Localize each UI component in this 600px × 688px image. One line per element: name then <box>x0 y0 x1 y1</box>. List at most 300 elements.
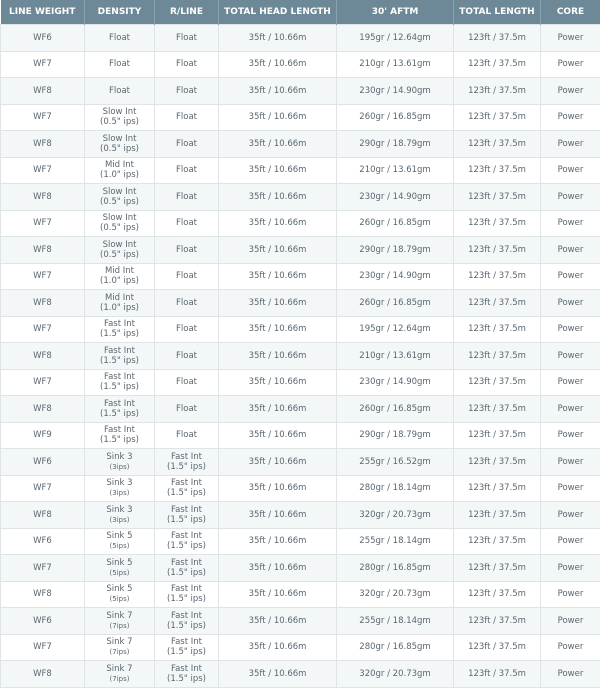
cell-total-length <box>454 51 541 78</box>
cell-line-weight <box>1 634 85 661</box>
cell-line-weight <box>1 396 85 423</box>
cell-r-line <box>155 661 219 688</box>
cell-line-weight-value: WF6 <box>1 536 84 546</box>
cell-aftm <box>337 634 454 661</box>
cell-line-weight <box>1 422 85 449</box>
cell-r-line-primary: Float <box>155 271 218 281</box>
cell-line-weight-value: WF8 <box>1 86 84 96</box>
cell-total-length <box>454 290 541 317</box>
cell-aftm <box>337 502 454 529</box>
cell-r-line-primary: Fast Int <box>155 505 218 515</box>
cell-aftm-value: 210gr / 13.61gm <box>337 59 453 69</box>
cell-core <box>541 608 600 635</box>
cell-core <box>541 263 600 290</box>
cell-total-head-length <box>219 131 337 158</box>
cell-r-line-rate: (1.5" ips) <box>155 515 218 525</box>
cell-aftm <box>337 290 454 317</box>
header-line-weight: LINE WEIGHT <box>1 0 85 25</box>
cell-r-line-primary: Fast Int <box>155 478 218 488</box>
cell-aftm-value: 195gr / 12.64gm <box>337 33 453 43</box>
cell-total-length-value: 123ft / 37.5m <box>454 139 540 149</box>
cell-aftm <box>337 78 454 105</box>
cell-density <box>85 661 155 688</box>
cell-density-primary: Sink 7 <box>85 611 154 621</box>
cell-r-line-rate: (1.5" ips) <box>155 462 218 472</box>
cell-density-primary: Fast Int <box>85 399 154 409</box>
cell-r-line-primary: Float <box>155 33 218 43</box>
cell-total-length <box>454 157 541 184</box>
cell-aftm-value: 210gr / 13.61gm <box>337 351 453 361</box>
cell-r-line <box>155 210 219 237</box>
cell-total-length <box>454 396 541 423</box>
cell-core <box>541 78 600 105</box>
cell-density <box>85 131 155 158</box>
cell-core-value: Power <box>541 86 600 96</box>
cell-line-weight-value: WF8 <box>1 139 84 149</box>
cell-total-head-length <box>219 290 337 317</box>
cell-density-primary: Slow Int <box>85 213 154 223</box>
cell-core <box>541 528 600 555</box>
cell-r-line-primary: Float <box>155 86 218 96</box>
cell-aftm <box>337 396 454 423</box>
cell-density <box>85 104 155 131</box>
cell-line-weight-value: WF8 <box>1 351 84 361</box>
cell-core <box>541 502 600 529</box>
cell-r-line-primary: Float <box>155 192 218 202</box>
cell-total-length <box>454 263 541 290</box>
cell-density-rate: (0.5" ips) <box>85 223 154 233</box>
cell-total-head-length-value: 35ft / 10.66m <box>219 457 336 467</box>
cell-aftm-value: 290gr / 18.79gm <box>337 245 453 255</box>
cell-density <box>85 449 155 476</box>
cell-r-line <box>155 422 219 449</box>
table-row <box>1 78 600 105</box>
table-row <box>1 25 600 52</box>
cell-r-line <box>155 290 219 317</box>
cell-line-weight <box>1 555 85 582</box>
cell-aftm-value: 230gr / 14.90gm <box>337 192 453 202</box>
cell-total-length <box>454 343 541 370</box>
cell-line-weight-value: WF7 <box>1 59 84 69</box>
cell-total-length <box>454 316 541 343</box>
cell-r-line <box>155 25 219 52</box>
cell-density-primary: Sink 3 <box>85 478 154 488</box>
cell-r-line <box>155 263 219 290</box>
cell-line-weight <box>1 528 85 555</box>
table-row <box>1 396 600 423</box>
table-body <box>1 25 600 688</box>
cell-aftm <box>337 184 454 211</box>
cell-total-length <box>454 661 541 688</box>
cell-r-line <box>155 131 219 158</box>
cell-core-value: Power <box>541 642 600 652</box>
cell-r-line <box>155 396 219 423</box>
cell-core-value: Power <box>541 59 600 69</box>
cell-density-rate: (1.0" ips) <box>85 276 154 286</box>
cell-density <box>85 502 155 529</box>
cell-line-weight-value: WF7 <box>1 563 84 573</box>
cell-core-value: Power <box>541 589 600 599</box>
cell-total-length <box>454 210 541 237</box>
table-row <box>1 316 600 343</box>
cell-line-weight-value: WF8 <box>1 298 84 308</box>
cell-density-primary: Sink 5 <box>85 531 154 541</box>
cell-aftm-value: 255gr / 18.14gm <box>337 616 453 626</box>
cell-density-rate: (5ips) <box>85 541 154 551</box>
cell-total-head-length-value: 35ft / 10.66m <box>219 669 336 679</box>
cell-total-head-length-value: 35ft / 10.66m <box>219 33 336 43</box>
cell-core-value: Power <box>541 218 600 228</box>
cell-line-weight-value: WF8 <box>1 669 84 679</box>
cell-core <box>541 555 600 582</box>
cell-total-length-value: 123ft / 37.5m <box>454 218 540 228</box>
table-row <box>1 51 600 78</box>
cell-core <box>541 422 600 449</box>
cell-total-head-length <box>219 634 337 661</box>
cell-aftm-value: 255gr / 18.14gm <box>337 536 453 546</box>
cell-core <box>541 316 600 343</box>
cell-r-line-primary: Fast Int <box>155 611 218 621</box>
cell-aftm <box>337 104 454 131</box>
cell-density <box>85 263 155 290</box>
cell-core <box>541 475 600 502</box>
cell-line-weight <box>1 51 85 78</box>
cell-density <box>85 157 155 184</box>
cell-aftm-value: 260gr / 16.85gm <box>337 218 453 228</box>
cell-line-weight <box>1 131 85 158</box>
cell-density-primary: Fast Int <box>85 372 154 382</box>
table-row <box>1 369 600 396</box>
cell-core-value: Power <box>541 324 600 334</box>
cell-r-line-primary: Float <box>155 351 218 361</box>
cell-r-line <box>155 608 219 635</box>
cell-aftm <box>337 316 454 343</box>
cell-aftm-value: 280gr / 16.85gm <box>337 642 453 652</box>
cell-aftm <box>337 157 454 184</box>
cell-density <box>85 528 155 555</box>
cell-density <box>85 396 155 423</box>
cell-density-primary: Fast Int <box>85 425 154 435</box>
cell-r-line-primary: Float <box>155 139 218 149</box>
cell-aftm <box>337 237 454 264</box>
cell-r-line <box>155 316 219 343</box>
cell-line-weight-value: WF9 <box>1 430 84 440</box>
cell-r-line-rate: (1.5" ips) <box>155 647 218 657</box>
cell-aftm-value: 290gr / 18.79gm <box>337 430 453 440</box>
cell-density <box>85 184 155 211</box>
cell-core <box>541 25 600 52</box>
cell-density-primary: Float <box>85 86 154 96</box>
cell-r-line <box>155 237 219 264</box>
cell-line-weight-value: WF6 <box>1 457 84 467</box>
cell-core-value: Power <box>541 192 600 202</box>
cell-line-weight <box>1 475 85 502</box>
cell-density-rate: (0.5" ips) <box>85 250 154 260</box>
cell-r-line-primary: Fast Int <box>155 452 218 462</box>
cell-r-line-rate: (1.5" ips) <box>155 594 218 604</box>
cell-r-line-primary: Float <box>155 298 218 308</box>
table-row <box>1 449 600 476</box>
table-row <box>1 184 600 211</box>
cell-total-length-value: 123ft / 37.5m <box>454 245 540 255</box>
cell-r-line-rate: (1.5" ips) <box>155 488 218 498</box>
cell-core-value: Power <box>541 139 600 149</box>
cell-core <box>541 184 600 211</box>
cell-r-line <box>155 184 219 211</box>
cell-core <box>541 131 600 158</box>
cell-line-weight-value: WF6 <box>1 616 84 626</box>
cell-r-line-rate: (1.5" ips) <box>155 568 218 578</box>
cell-density-primary: Fast Int <box>85 346 154 356</box>
cell-core-value: Power <box>541 245 600 255</box>
cell-density-primary: Slow Int <box>85 187 154 197</box>
cell-density <box>85 343 155 370</box>
cell-total-length <box>454 184 541 211</box>
cell-line-weight <box>1 25 85 52</box>
cell-aftm <box>337 581 454 608</box>
cell-total-head-length-value: 35ft / 10.66m <box>219 404 336 414</box>
cell-line-weight <box>1 78 85 105</box>
cell-r-line <box>155 157 219 184</box>
cell-density-primary: Slow Int <box>85 240 154 250</box>
cell-density <box>85 634 155 661</box>
cell-total-head-length-value: 35ft / 10.66m <box>219 642 336 652</box>
cell-total-head-length <box>219 369 337 396</box>
cell-line-weight <box>1 661 85 688</box>
cell-line-weight-value: WF8 <box>1 510 84 520</box>
cell-line-weight-value: WF6 <box>1 33 84 43</box>
cell-core <box>541 237 600 264</box>
table-row <box>1 157 600 184</box>
cell-total-length <box>454 634 541 661</box>
cell-total-length <box>454 25 541 52</box>
cell-core <box>541 104 600 131</box>
cell-core <box>541 157 600 184</box>
cell-density-primary: Mid Int <box>85 160 154 170</box>
cell-total-length-value: 123ft / 37.5m <box>454 669 540 679</box>
cell-aftm <box>337 449 454 476</box>
cell-total-head-length <box>219 157 337 184</box>
cell-total-head-length-value: 35ft / 10.66m <box>219 165 336 175</box>
cell-density-rate: (3ips) <box>85 462 154 472</box>
cell-line-weight-value: WF7 <box>1 642 84 652</box>
cell-total-head-length-value: 35ft / 10.66m <box>219 536 336 546</box>
cell-density <box>85 237 155 264</box>
cell-core-value: Power <box>541 112 600 122</box>
cell-line-weight <box>1 237 85 264</box>
cell-r-line <box>155 475 219 502</box>
cell-line-weight <box>1 210 85 237</box>
cell-density-primary: Sink 5 <box>85 558 154 568</box>
cell-core <box>541 290 600 317</box>
cell-aftm <box>337 51 454 78</box>
cell-total-head-length-value: 35ft / 10.66m <box>219 510 336 520</box>
cell-core-value: Power <box>541 669 600 679</box>
cell-total-head-length-value: 35ft / 10.66m <box>219 245 336 255</box>
cell-total-length <box>454 475 541 502</box>
cell-r-line-primary: Float <box>155 324 218 334</box>
cell-r-line <box>155 78 219 105</box>
cell-density-rate: (7ips) <box>85 674 154 684</box>
cell-total-head-length <box>219 661 337 688</box>
cell-density <box>85 422 155 449</box>
cell-r-line <box>155 449 219 476</box>
cell-line-weight <box>1 369 85 396</box>
cell-total-length <box>454 369 541 396</box>
cell-total-head-length-value: 35ft / 10.66m <box>219 139 336 149</box>
cell-core <box>541 369 600 396</box>
cell-total-length <box>454 555 541 582</box>
cell-total-head-length-value: 35ft / 10.66m <box>219 271 336 281</box>
cell-density-primary: Float <box>85 59 154 69</box>
cell-r-line <box>155 104 219 131</box>
cell-line-weight <box>1 184 85 211</box>
cell-density <box>85 210 155 237</box>
cell-density-rate: (1.5" ips) <box>85 356 154 366</box>
cell-r-line-primary: Fast Int <box>155 584 218 594</box>
cell-total-length-value: 123ft / 37.5m <box>454 351 540 361</box>
cell-density-rate: (0.5" ips) <box>85 117 154 127</box>
cell-total-head-length <box>219 343 337 370</box>
cell-r-line-primary: Float <box>155 377 218 387</box>
cell-total-head-length <box>219 528 337 555</box>
cell-total-head-length <box>219 104 337 131</box>
cell-density-rate: (1.5" ips) <box>85 435 154 445</box>
cell-r-line <box>155 634 219 661</box>
cell-r-line <box>155 502 219 529</box>
cell-density-rate: (7ips) <box>85 647 154 657</box>
cell-total-length-value: 123ft / 37.5m <box>454 616 540 626</box>
cell-r-line-rate: (1.5" ips) <box>155 541 218 551</box>
cell-density-rate: (1.0" ips) <box>85 303 154 313</box>
cell-total-length-value: 123ft / 37.5m <box>454 112 540 122</box>
cell-r-line <box>155 555 219 582</box>
cell-total-length-value: 123ft / 37.5m <box>454 377 540 387</box>
cell-total-head-length-value: 35ft / 10.66m <box>219 86 336 96</box>
cell-total-length-value: 123ft / 37.5m <box>454 536 540 546</box>
table-row <box>1 555 600 582</box>
table-row <box>1 581 600 608</box>
cell-core <box>541 51 600 78</box>
cell-line-weight-value: WF7 <box>1 218 84 228</box>
cell-core-value: Power <box>541 457 600 467</box>
header-total-length: TOTAL LENGTH <box>454 0 541 25</box>
cell-aftm <box>337 528 454 555</box>
cell-line-weight-value: WF7 <box>1 271 84 281</box>
table-row <box>1 131 600 158</box>
cell-density-rate: (0.5" ips) <box>85 144 154 154</box>
cell-total-head-length-value: 35ft / 10.66m <box>219 616 336 626</box>
cell-total-length-value: 123ft / 37.5m <box>454 33 540 43</box>
cell-aftm-value: 230gr / 14.90gm <box>337 86 453 96</box>
cell-r-line-primary: Float <box>155 165 218 175</box>
cell-total-length <box>454 104 541 131</box>
cell-core-value: Power <box>541 33 600 43</box>
table-row <box>1 502 600 529</box>
cell-aftm <box>337 131 454 158</box>
cell-aftm-value: 260gr / 16.85gm <box>337 112 453 122</box>
cell-total-head-length-value: 35ft / 10.66m <box>219 192 336 202</box>
cell-core-value: Power <box>541 351 600 361</box>
cell-total-length-value: 123ft / 37.5m <box>454 59 540 69</box>
cell-r-line-primary: Float <box>155 112 218 122</box>
table-row <box>1 634 600 661</box>
cell-r-line-primary: Float <box>155 218 218 228</box>
cell-aftm <box>337 25 454 52</box>
cell-density-primary: Sink 7 <box>85 637 154 647</box>
cell-total-length-value: 123ft / 37.5m <box>454 642 540 652</box>
cell-core-value: Power <box>541 377 600 387</box>
cell-total-length-value: 123ft / 37.5m <box>454 563 540 573</box>
cell-total-length-value: 123ft / 37.5m <box>454 483 540 493</box>
table-header-row <box>1 0 600 25</box>
cell-aftm-value: 195gr / 12.64gm <box>337 324 453 334</box>
cell-line-weight-value: WF8 <box>1 245 84 255</box>
cell-total-head-length <box>219 449 337 476</box>
cell-core-value: Power <box>541 430 600 440</box>
cell-line-weight-value: WF8 <box>1 404 84 414</box>
cell-core-value: Power <box>541 616 600 626</box>
cell-core-value: Power <box>541 483 600 493</box>
cell-line-weight <box>1 290 85 317</box>
table-row <box>1 104 600 131</box>
cell-r-line-rate: (1.5" ips) <box>155 621 218 631</box>
cell-total-length-value: 123ft / 37.5m <box>454 271 540 281</box>
cell-aftm-value: 260gr / 16.85gm <box>337 404 453 414</box>
cell-aftm-value: 320gr / 20.73gm <box>337 510 453 520</box>
header-core: CORE <box>541 0 600 25</box>
cell-total-head-length-value: 35ft / 10.66m <box>219 351 336 361</box>
cell-aftm-value: 255gr / 16.52gm <box>337 457 453 467</box>
cell-core <box>541 343 600 370</box>
cell-line-weight <box>1 104 85 131</box>
cell-total-head-length <box>219 51 337 78</box>
cell-total-length-value: 123ft / 37.5m <box>454 510 540 520</box>
cell-density-rate: (1.5" ips) <box>85 382 154 392</box>
cell-r-line-primary: Fast Int <box>155 531 218 541</box>
cell-density-rate: (3ips) <box>85 488 154 498</box>
cell-r-line-primary: Fast Int <box>155 664 218 674</box>
cell-density-primary: Float <box>85 33 154 43</box>
table-row <box>1 210 600 237</box>
cell-aftm-value: 280gr / 16.85gm <box>337 563 453 573</box>
cell-density <box>85 78 155 105</box>
cell-line-weight-value: WF7 <box>1 377 84 387</box>
cell-aftm <box>337 555 454 582</box>
cell-total-head-length-value: 35ft / 10.66m <box>219 430 336 440</box>
cell-total-length <box>454 449 541 476</box>
cell-density-primary: Mid Int <box>85 293 154 303</box>
cell-r-line <box>155 528 219 555</box>
table-row <box>1 290 600 317</box>
cell-line-weight-value: WF8 <box>1 192 84 202</box>
cell-aftm <box>337 475 454 502</box>
cell-density-rate: (1.0" ips) <box>85 170 154 180</box>
header-r-line: R/LINE <box>155 0 219 25</box>
cell-line-weight-value: WF8 <box>1 589 84 599</box>
cell-aftm <box>337 263 454 290</box>
cell-core-value: Power <box>541 165 600 175</box>
cell-total-head-length-value: 35ft / 10.66m <box>219 324 336 334</box>
cell-r-line <box>155 51 219 78</box>
cell-total-length-value: 123ft / 37.5m <box>454 298 540 308</box>
cell-aftm-value: 320gr / 20.73gm <box>337 589 453 599</box>
table-row <box>1 422 600 449</box>
cell-density <box>85 581 155 608</box>
cell-line-weight-value: WF7 <box>1 112 84 122</box>
header-total-head-length: TOTAL HEAD LENGTH <box>219 0 337 25</box>
cell-aftm <box>337 608 454 635</box>
